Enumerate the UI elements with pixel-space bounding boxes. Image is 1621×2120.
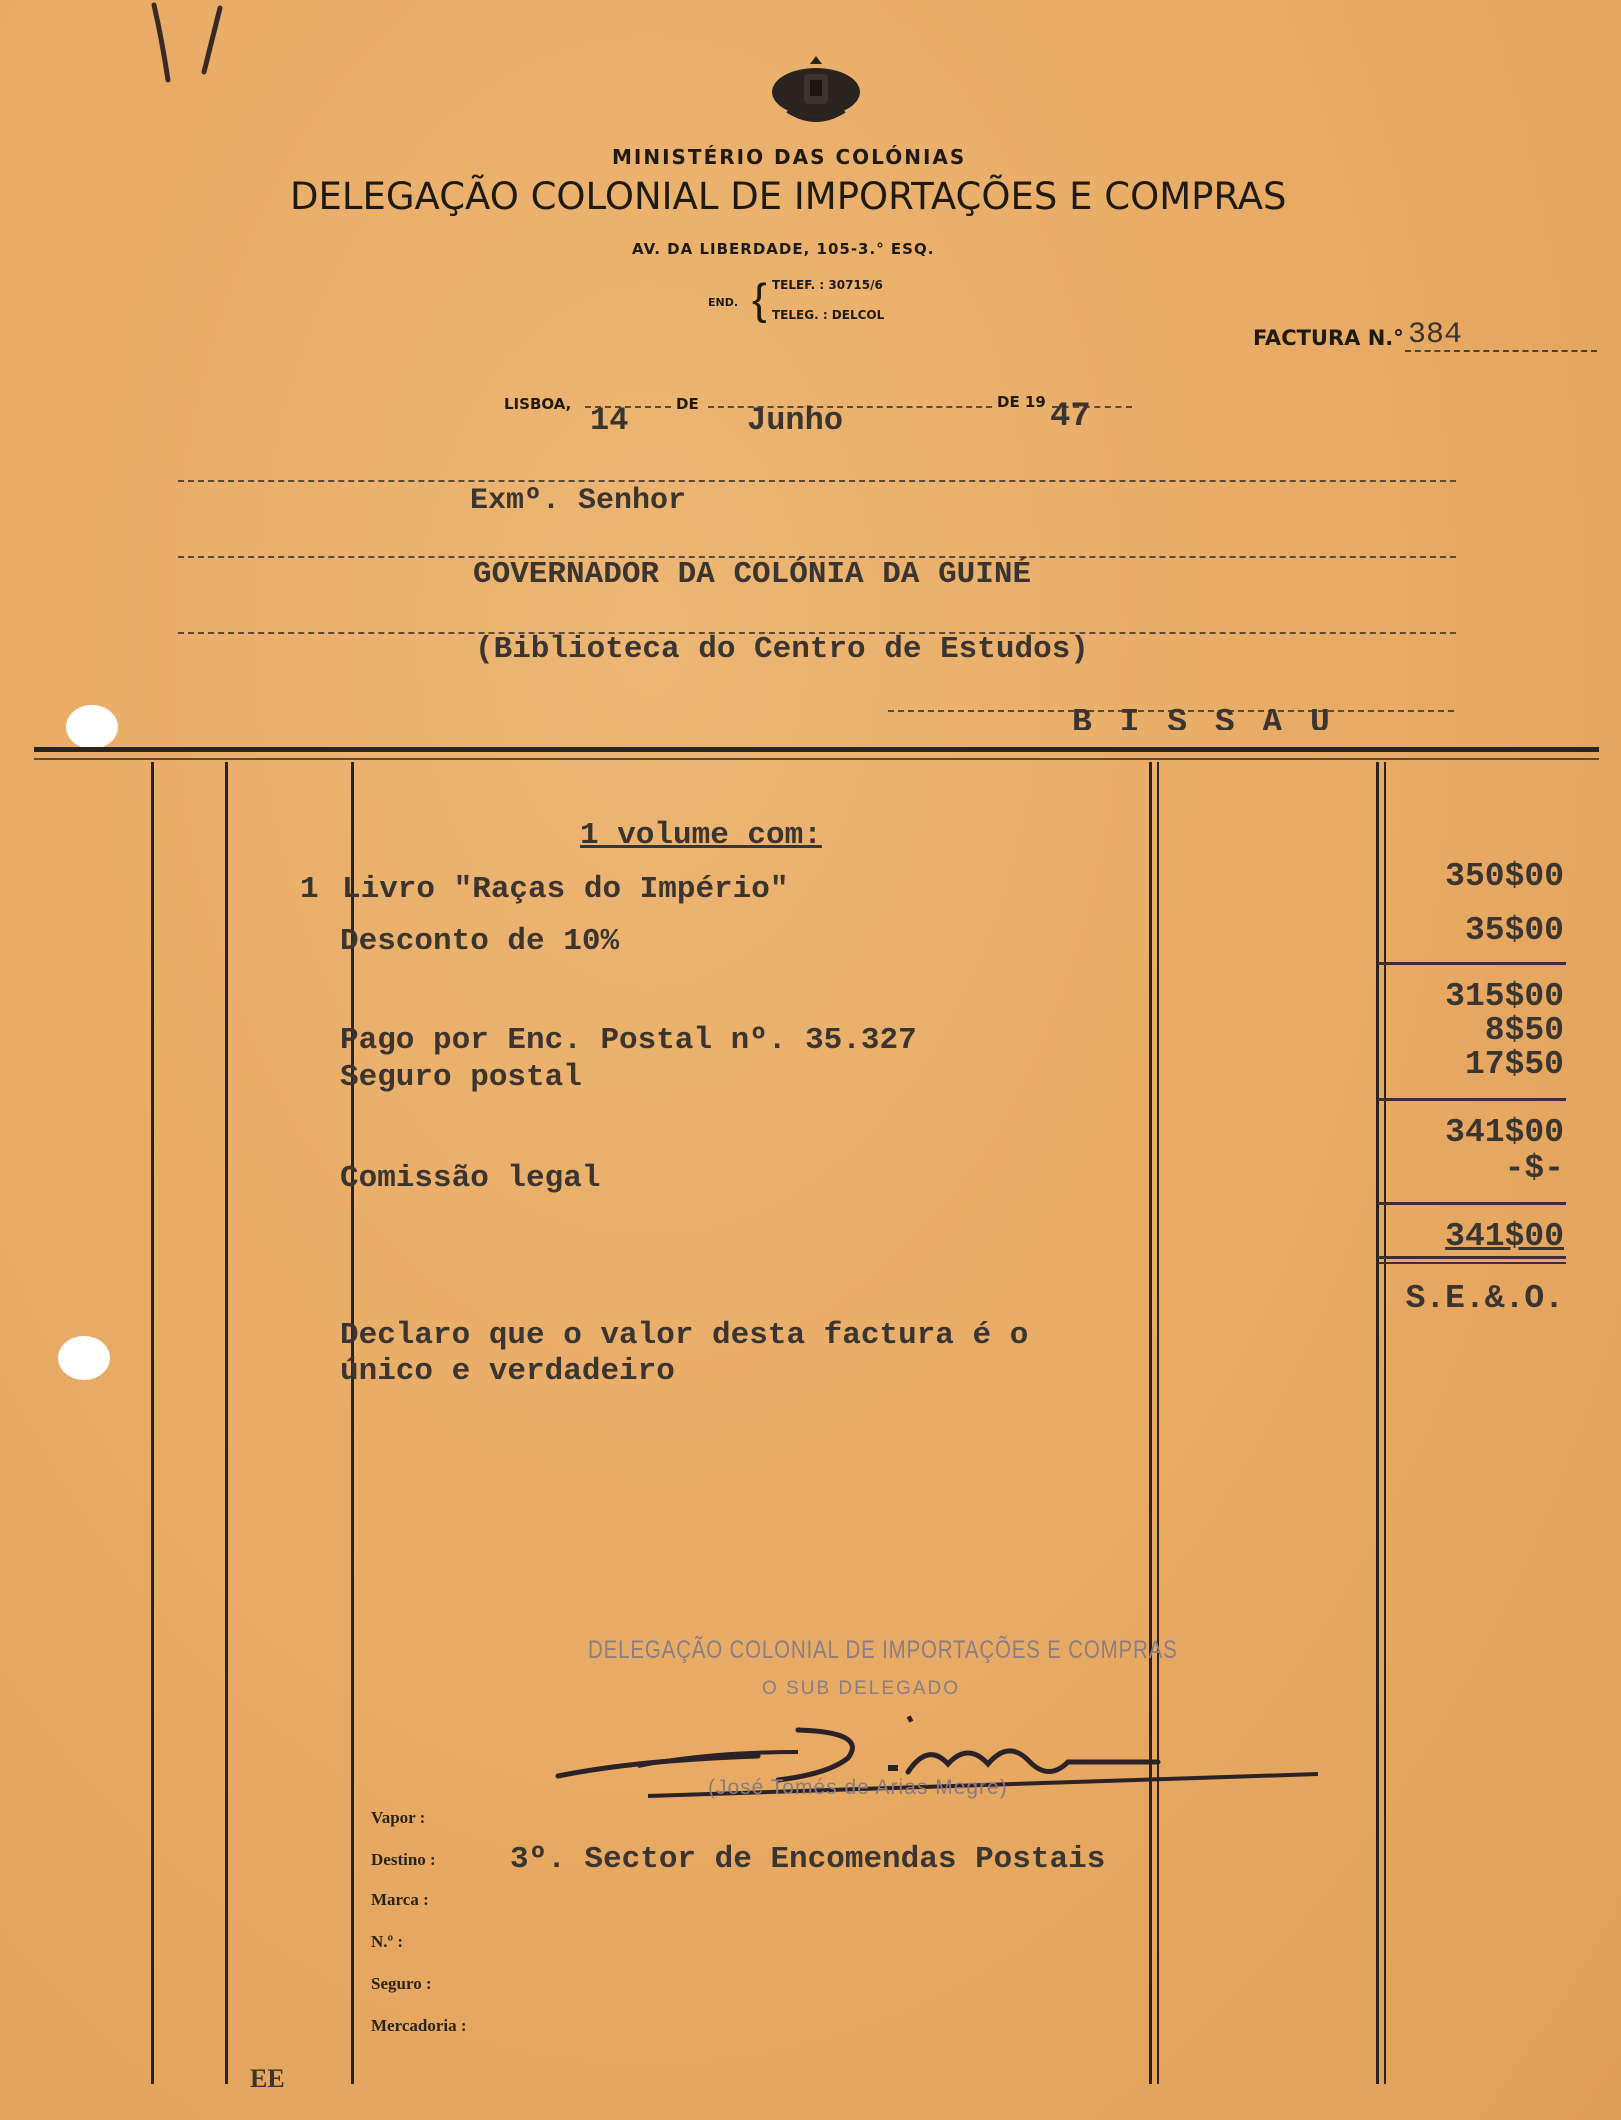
total-rule-bottom bbox=[1378, 1256, 1566, 1259]
recipient-line1: GOVERNADOR DA COLÓNIA DA GUINÉ bbox=[473, 557, 1032, 592]
handwritten-marks bbox=[140, 0, 240, 100]
stamp-organization: DELEGAÇÃO COLONIAL DE IMPORTAÇÕES E COMPRAS bbox=[588, 1636, 1178, 1664]
amount-commission: -$- bbox=[1504, 1150, 1564, 1187]
de-label-1: DE bbox=[676, 395, 699, 413]
footer-marca-label: Marca : bbox=[371, 1890, 429, 1909]
recipient-dots-1 bbox=[178, 480, 1456, 482]
total-rule-top bbox=[1378, 1202, 1566, 1205]
recipient-line2: (Biblioteca do Centro de Estudos) bbox=[475, 632, 1089, 667]
stamp-title: O SUB DELEGADO bbox=[762, 1678, 960, 1699]
end-brace: { bbox=[752, 275, 767, 324]
column-line-1 bbox=[151, 762, 154, 2084]
column-line-4 bbox=[1149, 762, 1152, 2084]
table-top-rule bbox=[34, 747, 1599, 752]
address-line: AV. DA LIBERDADE, 105-3.° ESQ. bbox=[632, 240, 935, 258]
amount-insurance: 17$50 bbox=[1464, 1046, 1564, 1083]
item-line-3: Pago por Enc. Postal nº. 35.327 bbox=[340, 1023, 917, 1058]
punch-hole-bottom bbox=[58, 1336, 110, 1380]
footer-mercadoria-label: Mercadoria : bbox=[371, 2016, 467, 2035]
telephone: TELEF. : 30715/6 bbox=[772, 278, 883, 292]
coat-of-arms-icon bbox=[768, 52, 864, 128]
amount-postal: 8$50 bbox=[1484, 1012, 1564, 1049]
declaration-line-1: Declaro que o valor desta factura é o bbox=[340, 1318, 1029, 1353]
amount-discount: 35$00 bbox=[1464, 912, 1564, 949]
invoice-number: 384 bbox=[1408, 318, 1463, 352]
de-label-2: DE 19 bbox=[997, 393, 1046, 411]
punch-hole-top bbox=[66, 705, 118, 749]
column-line-3 bbox=[351, 762, 354, 2084]
column-line-5b bbox=[1384, 762, 1386, 2084]
body-heading: 1 volume com: bbox=[580, 818, 822, 853]
column-line-5 bbox=[1376, 762, 1379, 2084]
date-day: 14 bbox=[590, 402, 629, 439]
end-label: END. bbox=[708, 296, 739, 309]
item-line-2: Desconto de 10% bbox=[340, 924, 620, 959]
item-quantity: 1 bbox=[300, 872, 319, 907]
delegation-title: DELEGAÇÃO COLONIAL DE IMPORTAÇÕES E COMPRAS bbox=[290, 175, 1287, 218]
subtotal-rule-2 bbox=[1378, 1098, 1566, 1101]
column-line-2 bbox=[225, 762, 228, 2084]
footer-numero-label: N.º : bbox=[371, 1932, 404, 1951]
table-top-rule-thin bbox=[34, 758, 1599, 760]
footer-initials: EE bbox=[250, 2064, 285, 2093]
telegraph: TELEG. : DELCOL bbox=[772, 308, 885, 322]
date-month: Junho bbox=[747, 402, 844, 439]
footer-seguro-label: Seguro : bbox=[371, 1974, 432, 1993]
amount-book: 350$00 bbox=[1445, 858, 1564, 895]
recipient-salutation: Exmº. Senhor bbox=[470, 484, 687, 518]
subtotal-rule-1 bbox=[1378, 962, 1566, 965]
amount-seo: S.E.&.O. bbox=[1405, 1280, 1564, 1317]
recipient-city: B I S S A U bbox=[1072, 708, 1334, 730]
amount-grand-total: 341$00 bbox=[1445, 1218, 1564, 1255]
declaration-line-2: único e verdadeiro bbox=[340, 1354, 675, 1389]
signatory-name: (José Tomés de Arias Megre) bbox=[708, 1776, 1008, 1799]
amount-subtotal: 315$00 bbox=[1445, 978, 1564, 1015]
ministry-title: MINISTÉRIO DAS COLÓNIAS bbox=[612, 145, 967, 169]
invoice-label: FACTURA N.° bbox=[1253, 326, 1404, 350]
item-line-1: Livro "Raças do Império" bbox=[342, 872, 789, 907]
item-line-4: Seguro postal bbox=[340, 1060, 582, 1095]
footer-destino-label: Destino : bbox=[371, 1850, 436, 1869]
city-label: LISBOA, bbox=[504, 395, 572, 413]
total-rule-bottom-2 bbox=[1378, 1262, 1566, 1264]
footer-destino-value: 3º. Sector de Encomendas Postais bbox=[510, 1842, 1106, 1877]
column-line-4b bbox=[1157, 762, 1159, 2084]
date-year: 47 bbox=[1050, 398, 1091, 436]
footer-vapor-label: Vapor : bbox=[371, 1808, 426, 1827]
item-line-5: Comissão legal bbox=[340, 1161, 601, 1196]
amount-total-before-commission: 341$00 bbox=[1445, 1114, 1564, 1151]
